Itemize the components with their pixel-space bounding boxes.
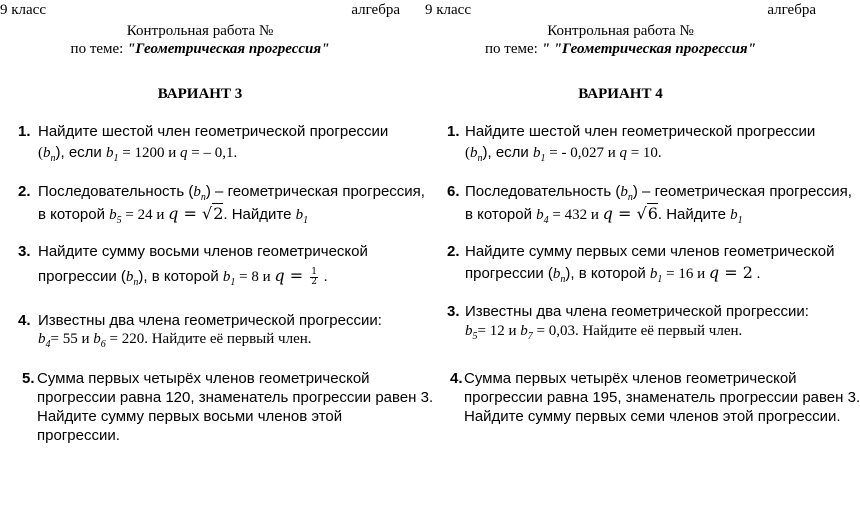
- variant-title: ВАРИАНТ 3: [157, 86, 243, 102]
- variant-title: ВАРИАНТ 4: [578, 86, 663, 102]
- work-title: Контрольная работа №: [126, 23, 274, 39]
- topic-title: " "Геометрическая прогрессия": [541, 41, 756, 57]
- subject-label: алгебра: [767, 2, 816, 18]
- variant-3-column: 9 класс алгебра Контрольная работа № по теме: "Геометрическая прогрессия" ВАРИАНТ 3 1. Найдите шестой член геометрической прогрессии $(b_n)$, если $b_1 = 1200$ и q = – 0,1. 2. Последовательность $(b_n)$ – геометрическая прогрессия, в которой $b_5 = 24$ и q = √2. Найдите $b_1$ 3. Найдите сумму восьми членов геометрической прогрессии $(b_n)$, в которой $b_1 = 8$ и q = $\frac{1}{2}$ . 4. Известны два члена геометрической прогрессии: $b_4= 55$ и $b_6 = 220$. Найдите её первый член. 5. Сумма первых четырёх членов геометрической прогрессии равна 120, знаменатель прогрессии равен 3. Найдите сумму первых восьми членов этой прогрессии.: [0, 2, 434, 444]
- topic-line: по теме: "Геометрическая прогрессия": [70, 41, 330, 57]
- fraction-one-half: $\frac{1}{2}$: [311, 266, 317, 287]
- variant-4-column: 9 класс алгебра Контрольная работа № по теме: " "Геометрическая прогрессия" ВАРИАНТ 4 1. Найдите шестой член геометрической прогрессии $(b_n)$, если $b_1$ = - 0,027 и q = 10. 6. Последовательность $(b_n)$ – геометрическая прогрессия, в которой $b_4 = 432$ и q = √6. Найдите $b_1$ 2. Найдите сумму первых семи членов геометрической прогрессии $(b_n)$, в которой $b_1 = 16$ и q = 2 . 3. Известны два члена геометрической прогрессии: $b_5= 12$ и $b_7 = 0,03$. Найдите её первый член. 4. Сумма первых четырёх членов геометрической прогрессии равна 195, знаменатель прогрессии равен 3. Найдите сумму первых семи членов этой прогрессии.: [425, 2, 860, 425]
- grade-label: 9 класс: [0, 2, 46, 18]
- topic-line: по теме: " "Геометрическая прогрессия": [485, 41, 756, 57]
- grade-label: 9 класс: [425, 2, 471, 18]
- subject-label: алгебра: [351, 2, 400, 18]
- topic-title: "Геометрическая прогрессия": [127, 41, 330, 57]
- work-title: Контрольная работа №: [547, 23, 694, 39]
